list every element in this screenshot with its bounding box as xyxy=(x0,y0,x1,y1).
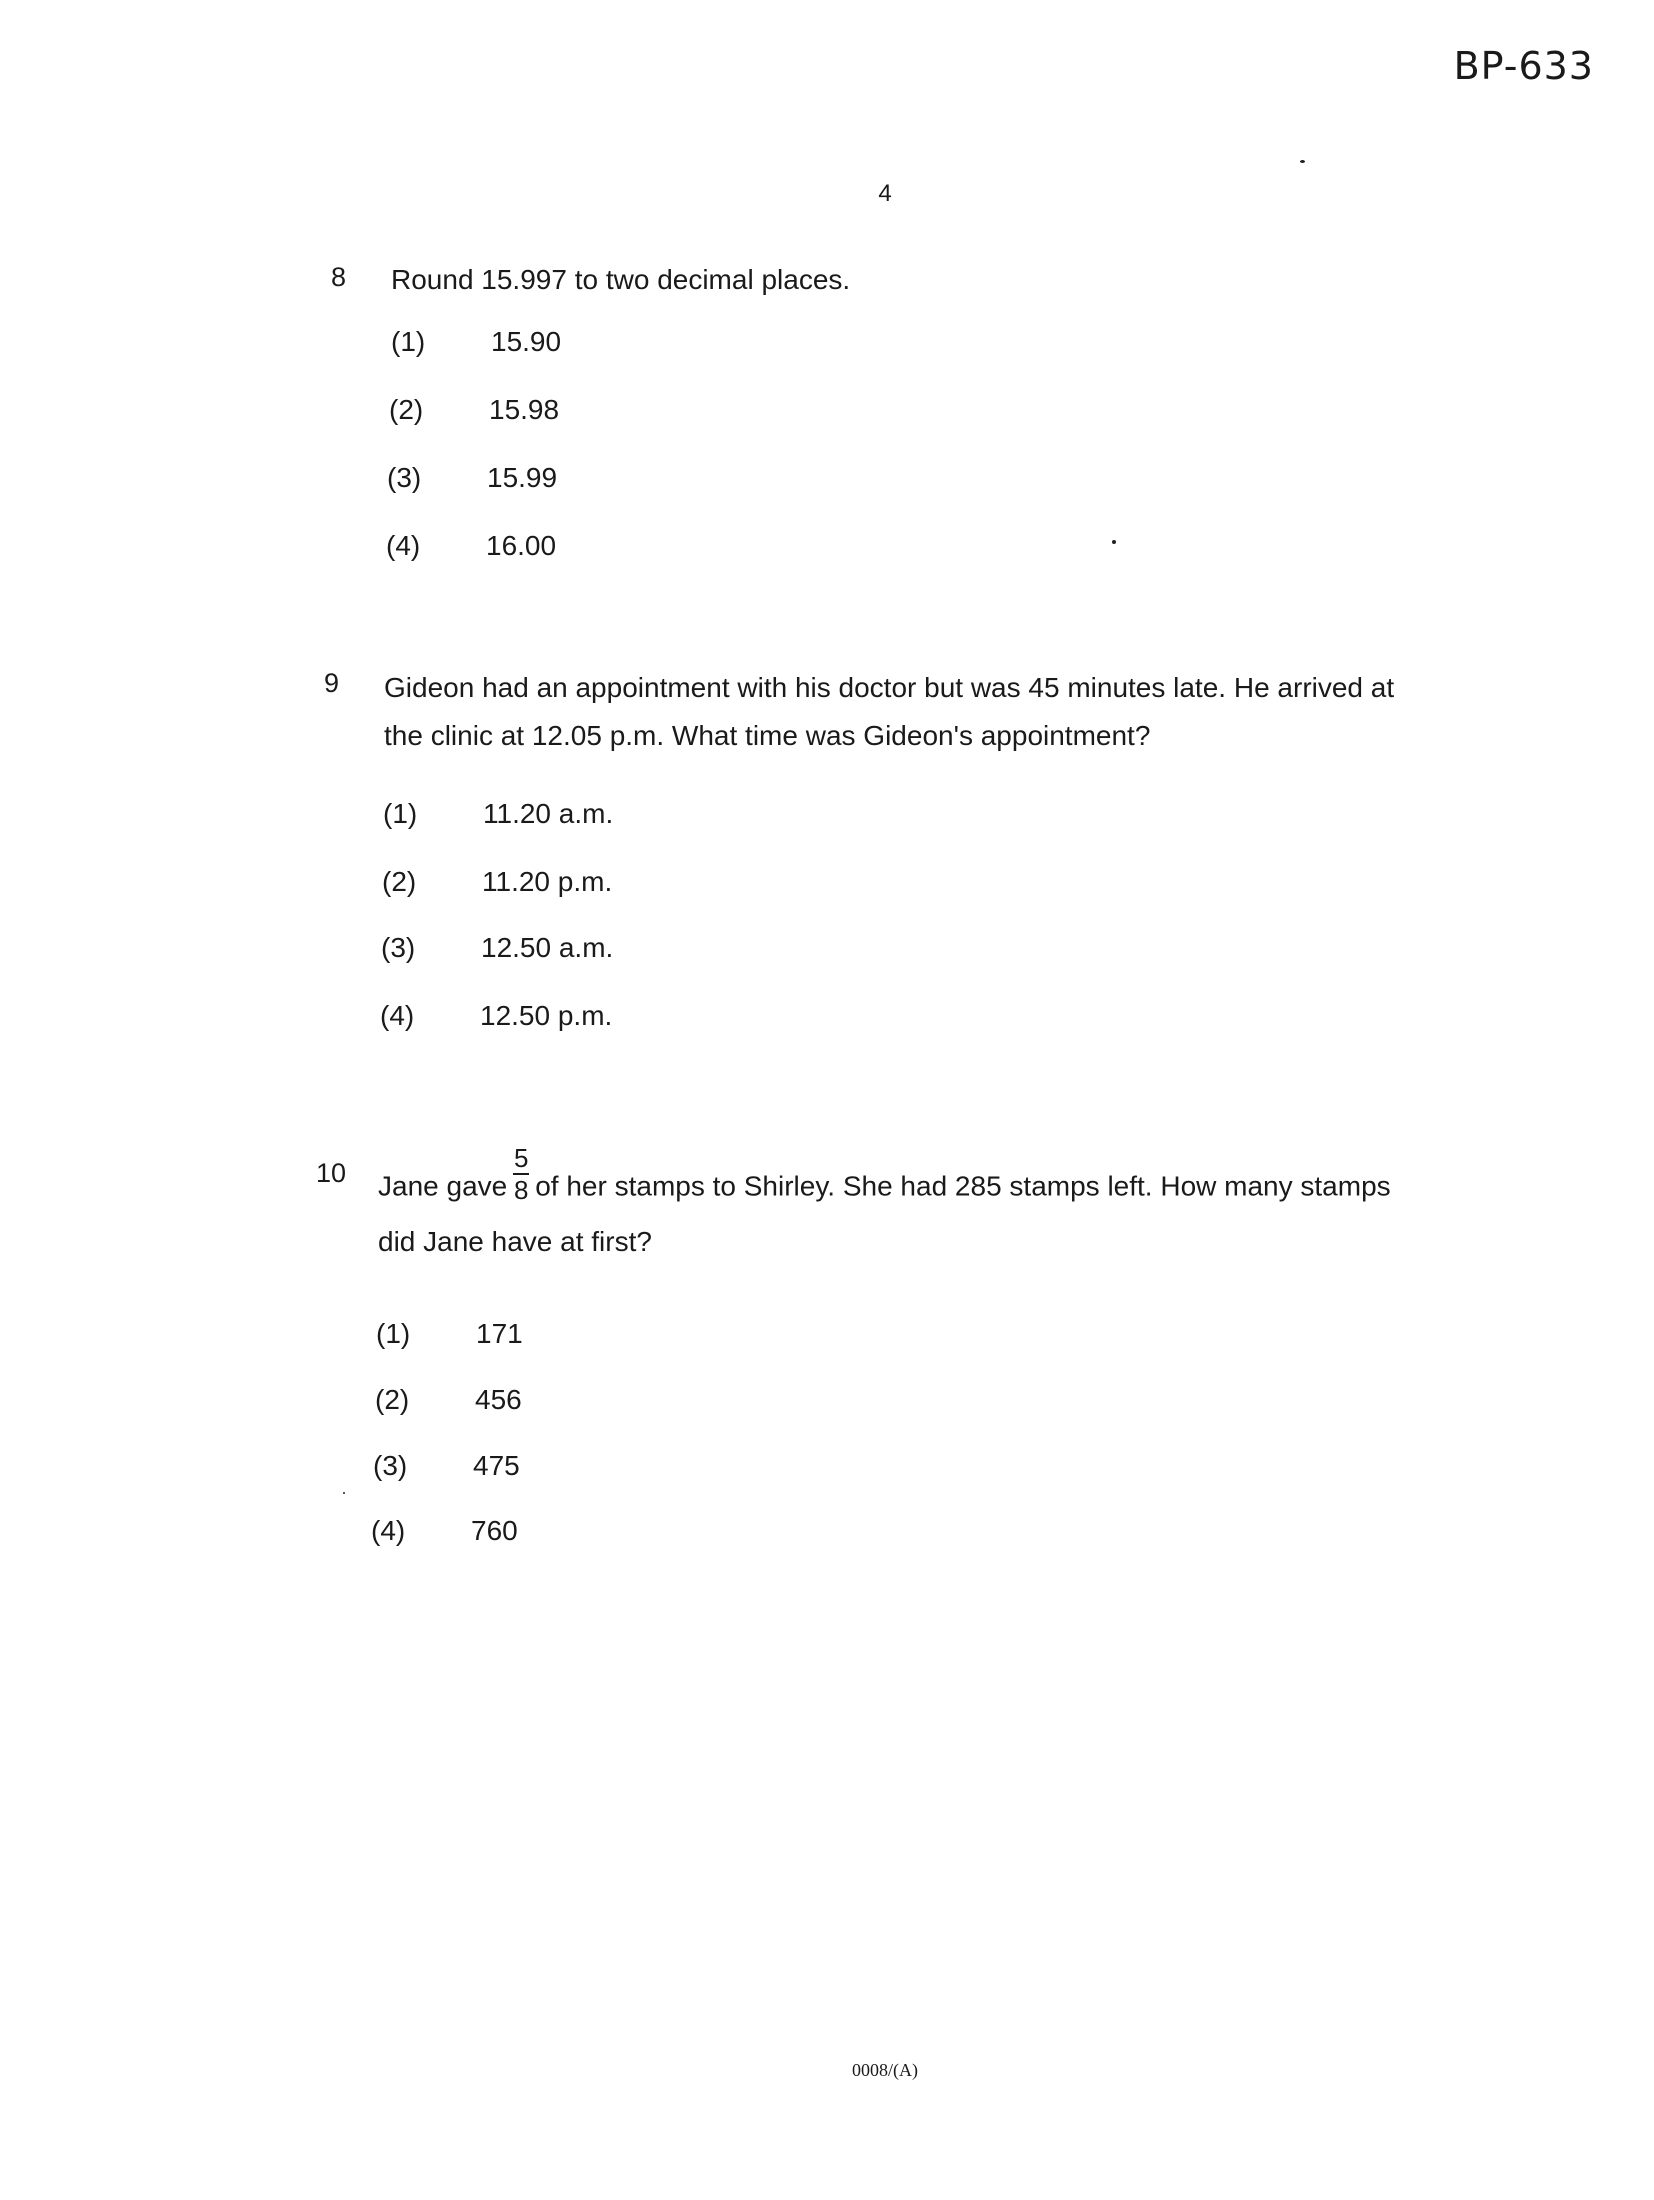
option-3 xyxy=(381,932,613,964)
question-text-after: of her stamps to Shirley. She had 285 stamps left. How many stamps xyxy=(535,1170,1391,1202)
question-text-line-1 xyxy=(378,1143,1391,1218)
option-1 xyxy=(376,1318,523,1350)
option-label: (4) xyxy=(386,530,421,561)
option-4 xyxy=(380,1000,612,1032)
option-value: 15.99 xyxy=(487,462,558,493)
question-text: Round 15.997 to two decimal places. xyxy=(391,264,851,295)
option-3 xyxy=(387,462,557,494)
scan-speck xyxy=(1300,160,1305,163)
option-value: 11.20 a.m. xyxy=(483,798,614,829)
option-1 xyxy=(383,798,613,830)
scan-speck xyxy=(343,1492,345,1494)
option-4 xyxy=(386,530,556,562)
fraction xyxy=(513,1144,529,1204)
question-number: 9 xyxy=(324,668,340,698)
option-label: (2) xyxy=(389,394,424,425)
question-text-line-2: did Jane have at first? xyxy=(378,1226,652,1257)
option-label: (1) xyxy=(391,326,426,357)
option-label: (2) xyxy=(375,1384,410,1415)
option-4 xyxy=(371,1515,518,1547)
question-number: 10 xyxy=(316,1158,347,1188)
option-label: (1) xyxy=(376,1318,411,1349)
option-1 xyxy=(391,326,561,358)
fraction-numerator: 5 xyxy=(513,1143,529,1173)
option-label: (3) xyxy=(387,462,422,493)
question-text-before: Jane gave xyxy=(378,1170,508,1202)
option-value: 760 xyxy=(471,1515,518,1546)
page-number: 4 xyxy=(878,180,892,207)
question-text-line-1: Gideon had an appointment with his doctor but was 45 minutes late. He arrived at xyxy=(384,672,1395,703)
document-code: BP-633 xyxy=(1453,44,1594,88)
option-3 xyxy=(373,1450,520,1482)
option-label: (2) xyxy=(382,866,417,897)
option-value: 171 xyxy=(476,1318,523,1349)
option-value: 475 xyxy=(473,1450,520,1481)
option-value: 12.50 p.m. xyxy=(480,1000,613,1031)
option-2 xyxy=(375,1384,522,1416)
option-label: (4) xyxy=(371,1515,406,1546)
option-value: 15.98 xyxy=(489,394,560,425)
option-label: (4) xyxy=(380,1000,415,1031)
question-text-line-2: the clinic at 12.05 p.m. What time was Gideon's appointment? xyxy=(384,720,1151,751)
option-value: 16.00 xyxy=(486,530,557,561)
option-2 xyxy=(389,394,559,426)
option-value: 11.20 p.m. xyxy=(482,866,613,897)
option-label: (3) xyxy=(381,932,416,963)
option-value: 15.90 xyxy=(491,326,562,357)
option-label: (3) xyxy=(373,1450,408,1481)
footer-code: 0008/(A) xyxy=(852,2060,918,2080)
option-2 xyxy=(382,866,612,898)
option-value: 12.50 a.m. xyxy=(481,932,614,963)
fraction-denominator: 8 xyxy=(513,1175,529,1205)
option-label: (1) xyxy=(383,798,418,829)
option-value: 456 xyxy=(475,1384,522,1415)
question-number: 8 xyxy=(331,262,347,292)
scan-speck xyxy=(1112,540,1116,544)
